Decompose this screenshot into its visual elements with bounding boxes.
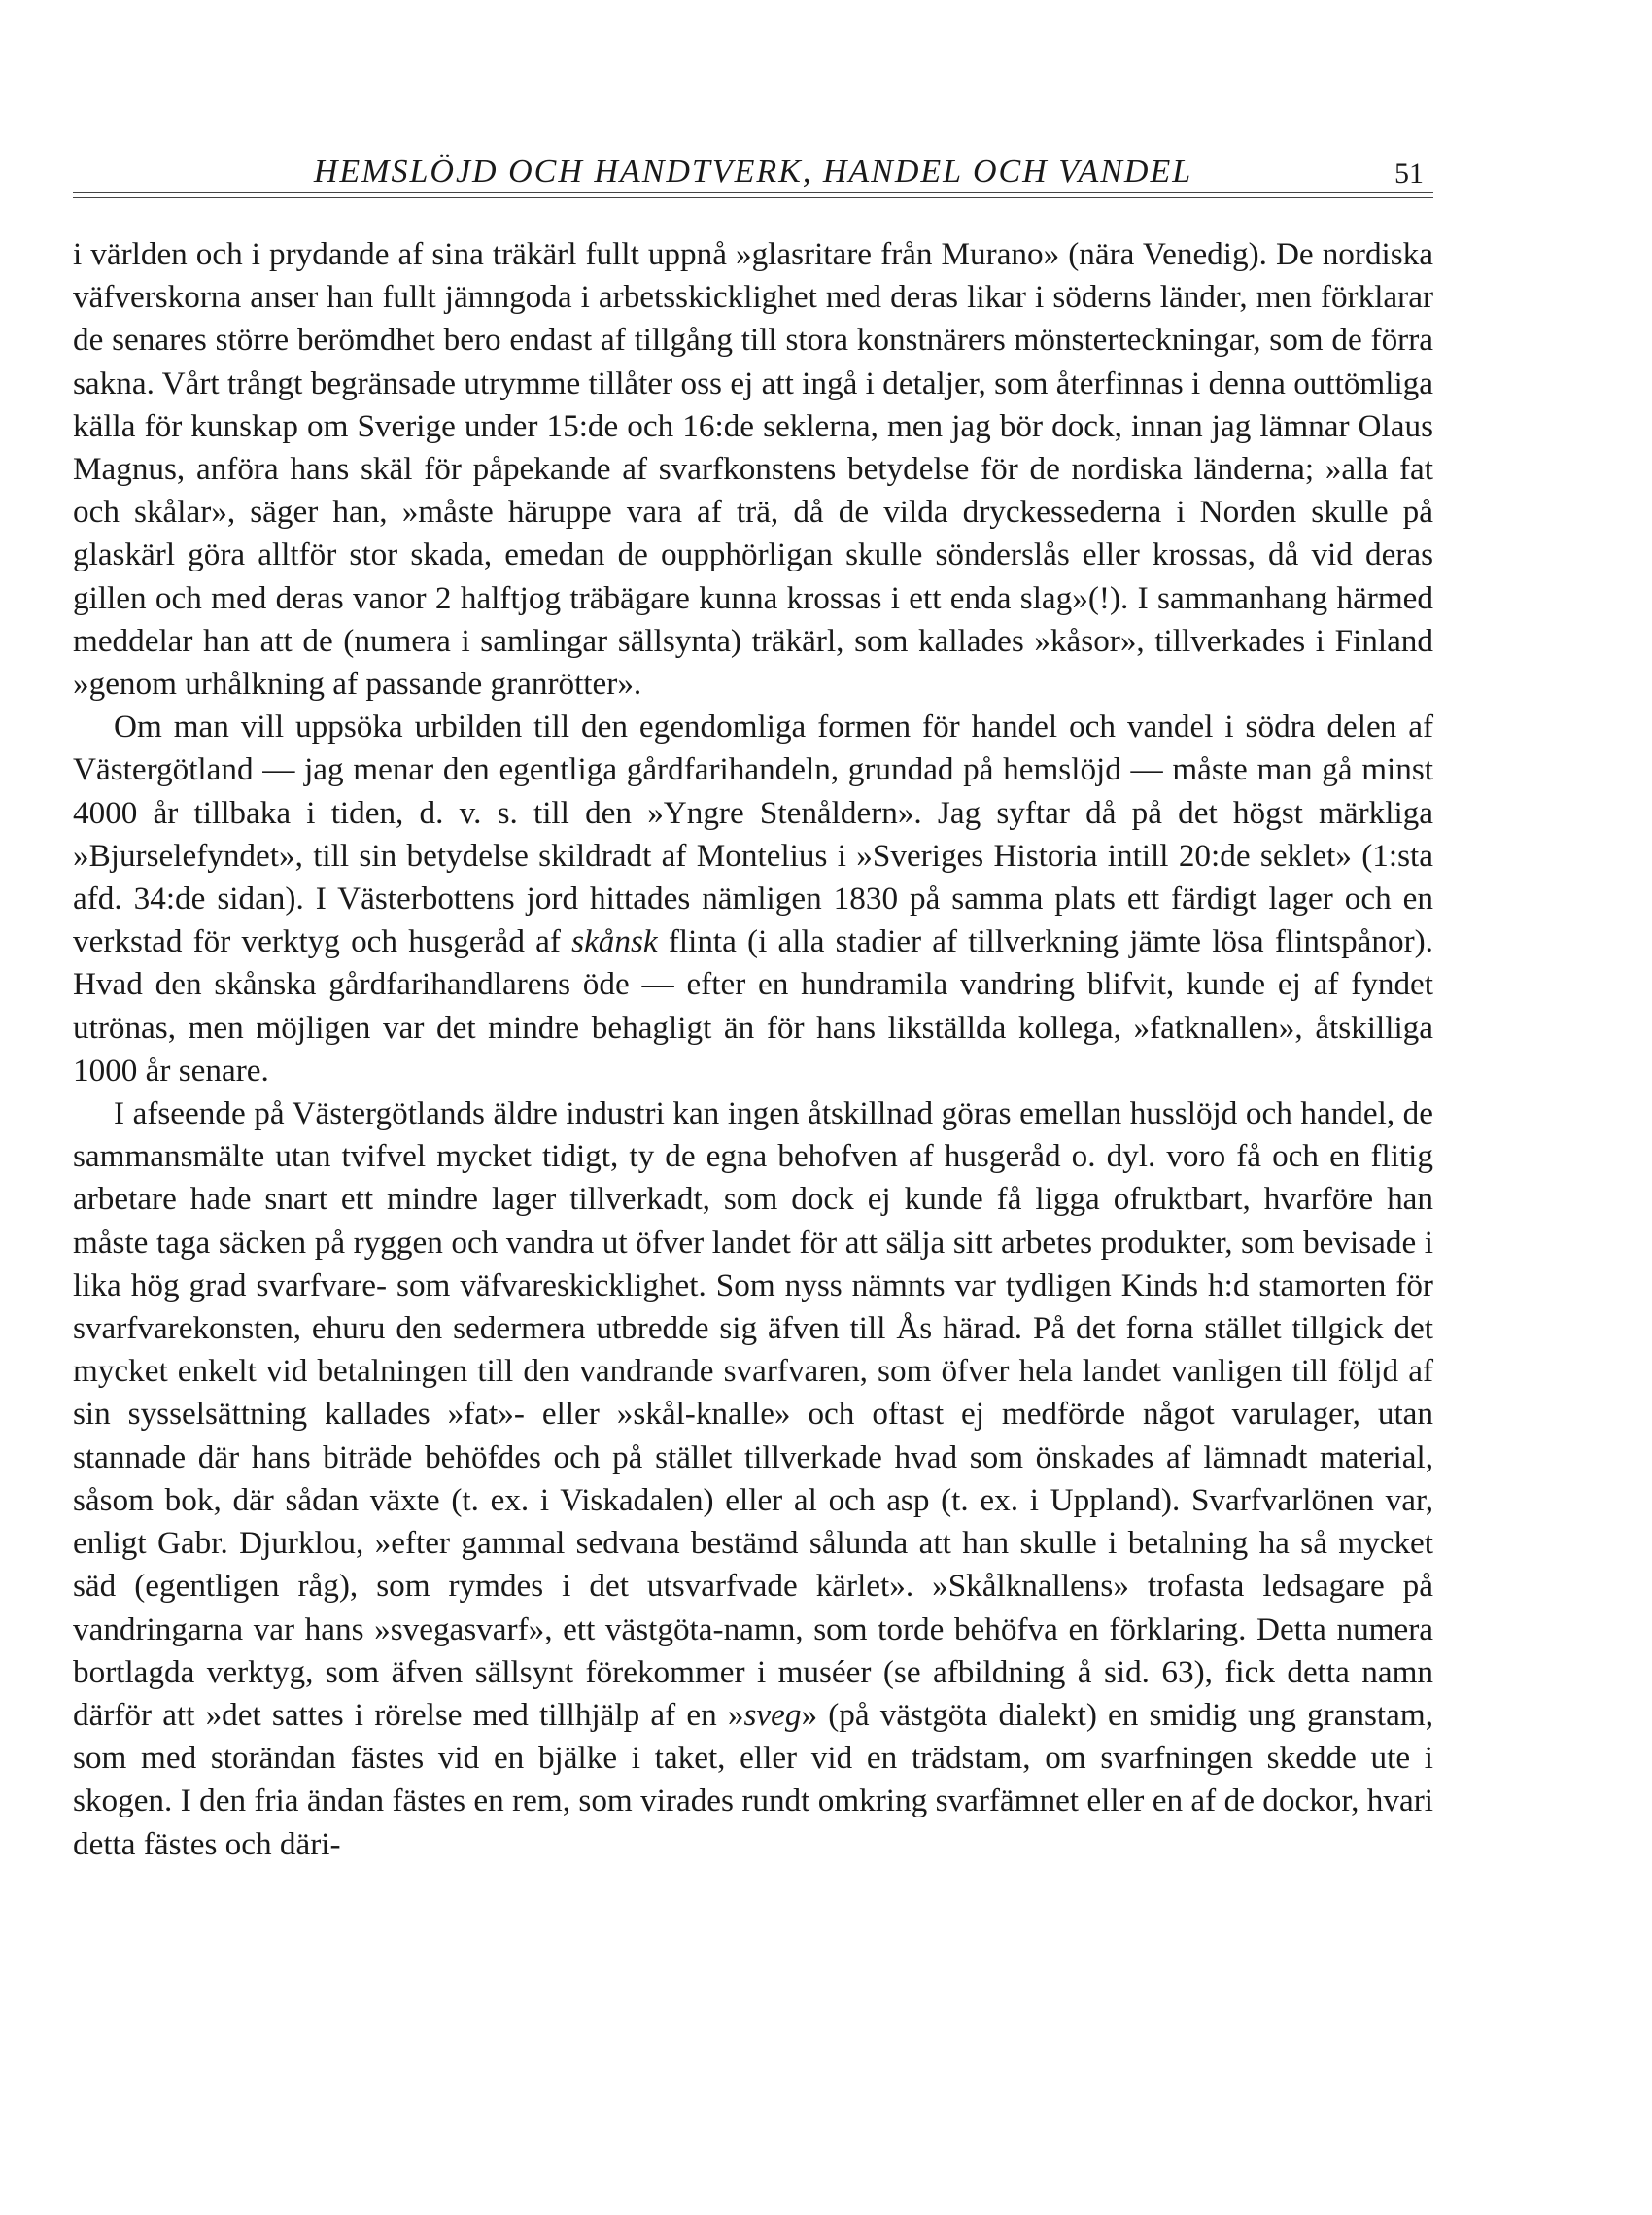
body-text xyxy=(73,233,1433,1866)
italic-word-sveg: sveg xyxy=(743,1696,802,1733)
page-header xyxy=(73,146,1433,204)
page-number: 51 xyxy=(1394,157,1424,190)
paragraph-1-text: i världen och i prydande af sina träkärl fullt uppnå »glasritare från Murano» (nära Venedig). De nordiska väfverskorna anser han fullt jämngoda i arbetsskicklighet med deras likar i söderns länder, men förklarar de senares större berömdhet bero endast af tillgång till stora konstnärers mönsterteckningar, som de förra sakna. Vårt trångt begränsade utrymme tillåter oss ej att ingå i detaljer, som återfinnas i denna outtömliga källa för kunskap om Sverige under 15:de och 16:de seklerna, men jag bör dock, innan jag lämnar Olaus Magnus, anföra hans skäl för påpekande af svarfkonstens betydelse för de nordiska länderna; »alla fat och skålar», säger han, »måste häruppe vara af trä, då de vilda dryckessederna i Norden skulle på glaskärl göra alltför stor skada, emedan de oupphörligan skulle sönderslås eller krossas, då vid deras gillen och med deras vanor 2 halftjog träbägare kunna krossas i ett enda slag»(!). I sammanhang härmed meddelar han att de (numera i samlingar sällsynta) träkärl, som kallades »kåsor», tillverkades i Finland »genom urhålkning af passande granrötter». xyxy=(73,236,1433,703)
paragraph-3-text-a: I afseende på Västergötlands äldre industri kan ingen åtskillnad göras emellan husslöjd och handel, de sammansmälte utan tvifvel mycket tidigt, ty de egna behofven af husgeråd o. dyl. voro få och en flitig arbetare hade snart ett mindre lager tillverkadt, som dock ej kunde få ligga ofruktbart, hvarföre han måste taga säcken på ryggen och vandra ut öfver landet för att sälja sitt arbetes produkter, som bevisade i lika hög grad svarfvare- som väfvareskicklighet. Som nyss nämnts var tydligen Kinds h:d stamorten för svarfvarekonsten, ehuru den sedermera utbredde sig äfven till Ås härad. På det forna stället tillgick det mycket enkelt vid betalningen till den vandrande svarfvaren, som öfver hela landet vanligen till följd af sin sysselsättning kallades »fat»- eller »skål-knalle» och oftast ej medförde något varulager, utan stannade där hans biträde behöfdes och på stället tillverkade hvad som önskades af lämnadt material, såsom bok, där sådan växte (t. ex. i Viskadalen) eller al och asp (t. ex. i Uppland). Svarfvarlönen var, enligt Gabr. Djurklou, »efter gammal sedvana bestämd sålunda att han skulle i betalning ha så mycket säd (egentligen råg), som rymdes i det utsvarfvade kärlet». »Skålknallens» trofasta ledsagare på vandringarna var hans »svegasvarf», ett västgöta-namn, som torde behöfva en förklaring. Detta numera bortlagda verktyg, som äfven sällsynt förekommer i muséer (se afbildning å sid. 63), fick detta namn därför att »det sattes i rörelse med tillhjälp af en » xyxy=(73,1095,1433,1733)
paragraph-2 xyxy=(73,706,1433,1092)
paragraph-1 xyxy=(73,233,1433,706)
running-title: HEMSLÖJD OCH HANDTVERK, HANDEL OCH VANDEL xyxy=(313,154,1193,190)
header-rule-upper xyxy=(73,192,1433,193)
header-rule-lower xyxy=(73,197,1433,198)
paragraph-3 xyxy=(73,1092,1433,1866)
paragraph-2-text-b: flinta (i alla stadier af tillverkning jämte lösa flintspånor). Hvad den skånska gårdfarihandlarens öde — efter en hundramila vandring blifvit, kunde ej af fyndet utrönas, men möjligen var det mindre behagligt än för hans likställda kollega, »fatknallen», åtskilliga 1000 år senare. xyxy=(73,923,1433,1089)
italic-word-skansk: skånsk xyxy=(571,923,658,960)
paragraph-3-text-b: » (på västgöta dialekt) en smidig ung granstam, som med storändan fästes vid en bjälke i taket, eller vid en trädstam, om svarfningen skedde ute i skogen. I den fria ändan fästes en rem, som virades rundt omkring svarfämnet eller en af de dockor, hvari detta fästes och däri- xyxy=(73,1696,1433,1862)
paragraph-2-text-a: Om man vill uppsöka urbilden till den egendomliga formen för handel och vandel i södra delen af Västergötland — jag menar den egentliga gårdfarihandeln, grundad på hemslöjd — måste man gå minst 4000 år tillbaka i tiden, d. v. s. till den »Yngre Stenåldern». Jag syftar då på det högst märkliga »Bjurselefyndet», till sin betydelse skildradt af Montelius i »Sveriges Historia intill 20:de seklet» (1:sta afd. 34:de sidan). I Västerbottens jord hittades nämligen 1830 på samma plats ett färdigt lager och en verkstad för verktyg och husgeråd af xyxy=(73,709,1433,960)
